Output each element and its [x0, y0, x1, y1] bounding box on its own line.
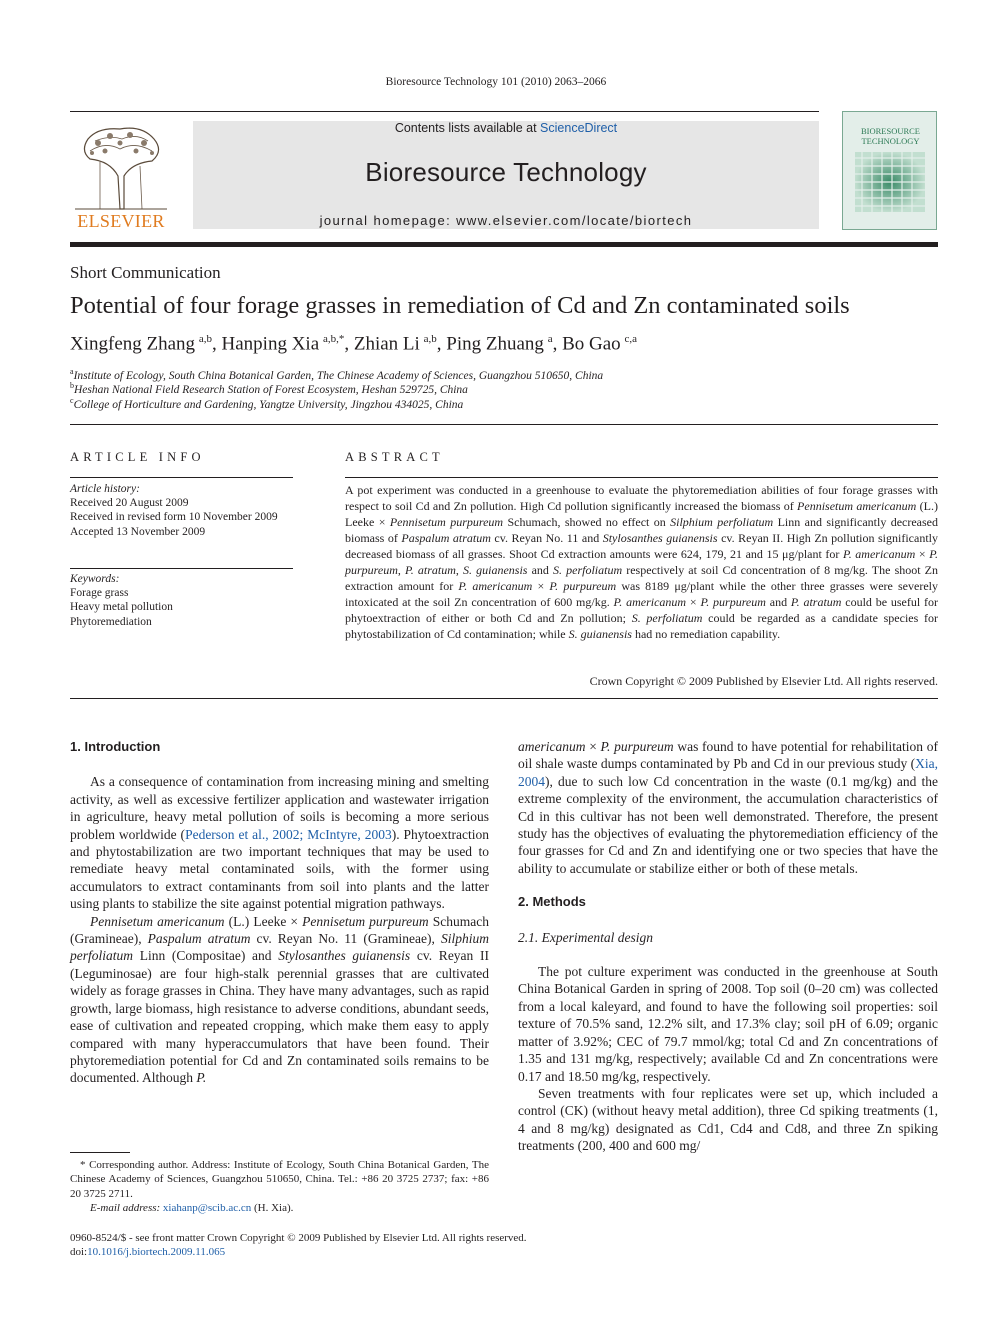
keywords-block — [70, 572, 300, 629]
citation-link[interactable]: Xia, 2004 — [518, 756, 938, 789]
abstract-rule — [345, 477, 938, 478]
author-name[interactable]: Ping Zhuang — [446, 333, 544, 355]
article-info-heading: ARTICLE INFO — [70, 450, 205, 464]
email-link[interactable]: xiahanp@scib.ac.cn — [162, 1201, 252, 1214]
revised-date: Received in revised form 10 November 2009 — [70, 511, 278, 524]
journal-name: Bioresource Technology — [365, 157, 647, 187]
author-name[interactable]: Bo Gao — [562, 333, 621, 355]
received-date: Received 20 August 2009 — [70, 497, 189, 510]
contents-line — [193, 121, 819, 135]
author-affiliation-mark: c,a — [624, 333, 637, 345]
email-label: E-mail address: — [90, 1201, 163, 1214]
journal-citation: Bioresource Technology 101 (2010) 2063–2066 — [385, 76, 607, 88]
affiliation — [70, 381, 468, 396]
cover-title-line-2: TECHNOLOGY — [861, 136, 920, 146]
paragraph: The pot culture experiment was conducted in the greenhouse at South China Botanical Garden in spring of 2008. Top soil (0–20 cm) was collected from a local kaleyard, and found to have the following soil properties: soil texture of 70.5% sand, 12.2% silt, and 17.3% clay; soil pH of 6.09; organic matter of 3.92%; CEC of 79.7 mmol/kg; total Cd and Zn concentrations of 1.35 and 131 mg/kg, respectively; available Cd and Zn concentrations were 0.17 and 18.50 mg/kg, respectively. — [518, 964, 938, 1084]
author-affiliation-mark: a — [547, 333, 553, 345]
abstract-heading: ABSTRACT — [345, 450, 444, 464]
corresponding-author-text: * Corresponding author. Address: Institute of Ecology, South China Botanical Garden, The Chinese Academy of Sciences, Guangzhou 510650, China. Tel.: +86 20 3725 2737; fax: +86 20 3725 2711. — [70, 1159, 489, 1200]
body-column-left — [70, 738, 489, 1087]
author-name[interactable]: Xingfeng Zhang — [70, 333, 196, 355]
author-name[interactable]: Zhian Li — [353, 333, 420, 355]
author-affiliation-mark: a,b,* — [322, 333, 345, 345]
affiliation-text: Heshan National Field Research Station of Forest Ecosystem, Heshan 529725, China — [74, 383, 468, 396]
affiliation-text: Institute of Ecology, South China Botanical Garden, The Chinese Academy of Sciences, Guangzhou 510650, China — [73, 369, 604, 382]
accepted-date: Accepted 13 November 2009 — [70, 525, 206, 538]
header-thick-rule — [70, 242, 938, 247]
subsection-heading: 2.1. Experimental design — [518, 929, 653, 945]
cover-pattern-icon — [855, 152, 925, 212]
author-affiliation-mark: a,b — [198, 333, 213, 345]
abstract-text: A pot experiment was conducted in a greenhouse to evaluate the phytoremediation abilities of four forage grasses with respect to soil Cd and Zn pollution. High Cd pollution significantly increased the biomass of Pennisetum americanum (L.) Leeke × Pennisetum purpureum Schumach, showed no effect on Silphium perfoliatum Linn and significantly decreased biomass of Paspalum atratum cv. Reyan No. 11 and Stylosanthes guianensis cv. Reyan II. High Zn pollution significantly decreased biomass of all grasses. Shoot Cd extraction amounts were 624, 179, 21 and 15 μg/plant for P. americanum × P. purpureum, P. atratum, S. guianensis and S. perfoliatum respectively at soil Cd concentration of 8 mg/kg. The shoot Zn extraction amount for P. americanum × P. purpureum was 8189 μg/plant while the other three grasses were severely intoxicated at the soil Zn concentration of 600 mg/kg. P. americanum × P. purpureum and P. atratum could be useful for phytoextraction of either or both Cd and Zn pollution; S. perfoliatum could be regarded as a candidate species for phytostabilization of Cd contamination; while S. guianensis had no remediation capability. — [345, 483, 939, 641]
author-affiliation-mark: a,b — [423, 333, 437, 345]
article-type: Short Communication — [70, 263, 221, 282]
elsevier-logo[interactable] — [70, 121, 172, 231]
paragraph: Seven treatments with four replicates were set up, which included a control (CK) (without heavy metal addition), three Cd spiking treatments (1, 4 and 8 mg/kg) designated as Cd1, Cd4 and Cd8, and three Zn spiking treatments (200, 400 and 600 mg/ — [518, 1085, 938, 1154]
affiliation-text: College of Horticulture and Gardening, Yangtze University, Jingzhou 434025, China — [73, 398, 464, 411]
keywords-label: Keywords: — [70, 573, 120, 585]
affiliation — [70, 396, 463, 411]
paragraph: Pennisetum americanum (L.) Leeke × Pennisetum purpureum Schumach (Gramineae), Paspalum atratum cv. Reyan No. 11 (Gramineae), Silphium perfoliatum Linn (Compositae) and Stylosanthes guianensis cv. Reyan II (Leguminosae) are four high-stalk perennial grasses that are cultivated widely as forage grasses in China. They have many advantages, such as rapid growth, large biomass, high resistance to adverse conditions, abundant seeds, ease of cultivation and repeated cropping, which make them easy to apply compared with many hyperaccumulators that have been found. Their phytoremediation potential for Cd and Zn contaminated soils remains to be documented. Although P. — [70, 913, 489, 1086]
history-label: Article history: — [70, 483, 140, 495]
sciencedirect-link[interactable]: ScienceDirect — [540, 121, 618, 135]
keyword: Forage grass — [70, 587, 129, 600]
corresponding-author-footnote — [70, 1158, 489, 1215]
author-name[interactable]: Hanping Xia — [221, 333, 320, 355]
issn-line: 0960-8524/$ - see front matter Crown Copyright © 2009 Published by Elsevier Ltd. All rights reserved. — [70, 1232, 527, 1244]
header-rule — [70, 111, 819, 112]
footnote-rule — [70, 1152, 130, 1153]
citation-link[interactable]: Pederson et al., 2002; McIntyre, 2003 — [185, 826, 392, 842]
paragraph: As a consequence of contamination from increasing mining and smelting activity, as well as excessive fertilizer application and wastewater irrigation in agriculture, heavy metal pollution of soils is becoming a more serious problem worldwide (Pederson et al., 2002; McIntyre, 2003). Phytoextraction and phytostabilization are two important techniques that may be used to remediate heavy metal contaminated soils, with the former using accumulators to extract contaminants from soil into plants and the latter using plants to stabilize the site against potential migration pathways. — [70, 774, 489, 912]
keywords-rule — [70, 568, 293, 569]
paragraph: americanum × P. purpureum was found to have potential for rehabilitation of oil shale waste dumps contaminated by Pb and Cd in our previous study (Xia, 2004), due to such low Cd concentration in the waste (0.1 mg/kg) and the extreme complexity of the environment, the accumulation characteristics of Cd in this cultivar has not been well demonstrated. Therefore, the present study has the objectives of evaluating the phytoremediation efficiency of the four grasses for Cd and Zn and identifying one or two species that have the ability to accumulate or stabilize either or both of these metals. — [518, 739, 938, 876]
article-title: Potential of four forage grasses in remediation of Cd and Zn contaminated soils — [70, 292, 850, 319]
affiliation-mark: a — [70, 367, 74, 376]
journal-cover-thumbnail[interactable] — [842, 111, 937, 230]
affiliation-mark: b — [70, 381, 74, 390]
abstract-copyright: Crown Copyright © 2009 Published by Elsevier Ltd. All rights reserved. — [589, 674, 938, 688]
elsevier-wordmark: ELSEVIER — [77, 211, 165, 231]
keyword: Phytoremediation — [70, 615, 152, 628]
author-list: Xingfeng Zhang $^{a,b}$, Hanping Xia $^{a,b,*}$, Zhian Li $^{a,b}$, Ping Zhuang $^a$, Bo Gao $^{c,a}$ — [70, 333, 637, 355]
article-history — [70, 482, 300, 539]
affiliation-mark: c — [70, 396, 74, 405]
section-heading: 2. Methods — [518, 894, 586, 910]
article-info-rule — [70, 477, 293, 478]
front-matter-info — [70, 1231, 527, 1259]
journal-homepage[interactable]: journal homepage: www.elsevier.com/locate/biortech — [319, 213, 693, 228]
section-heading: 1. Introduction — [70, 739, 161, 754]
cover-title-line-1: BIORESOURCE — [860, 126, 921, 136]
doi-link[interactable]: 10.1016/j.biortech.2009.11.065 — [87, 1246, 226, 1259]
body-column-right — [518, 738, 938, 1155]
keyword: Heavy metal pollution — [70, 601, 173, 614]
abstract-bottom-rule — [70, 698, 938, 699]
contents-prefix: Contents lists available at — [394, 121, 541, 135]
doi-label: doi: — [70, 1246, 88, 1259]
email-suffix: (H. Xia). — [251, 1201, 294, 1214]
affiliation — [70, 367, 603, 382]
section-rule — [70, 424, 938, 425]
